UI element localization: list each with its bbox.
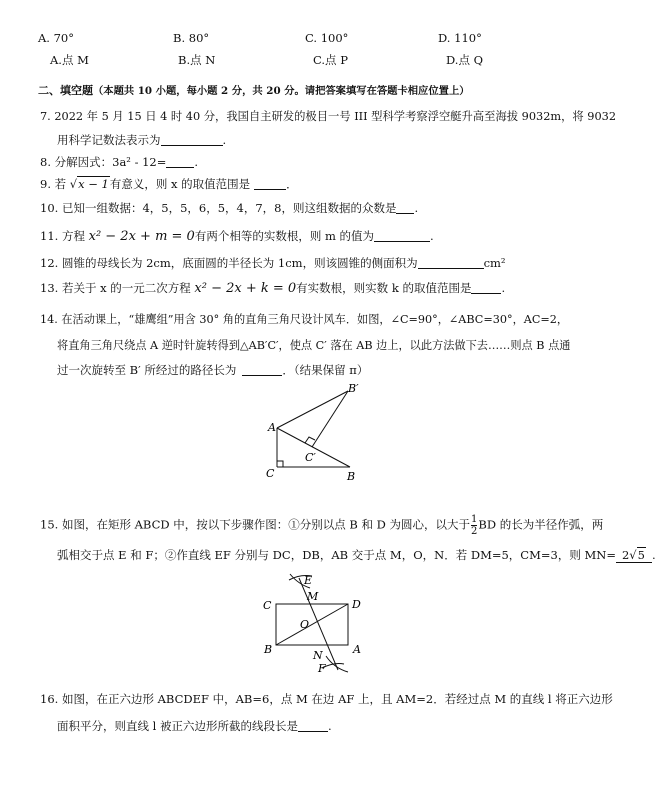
- q11: 11. 方程 x² − 2x + m = 0有两个相等的实数根，则 m 的值为 .: [40, 229, 434, 244]
- q15-line2-a: 弧相交于点 E 和 F；②作直线 EF 分别与 DC，DB，AB 交于点 M，O，N．若 DM=5，CM=3，则 MN=: [57, 548, 616, 562]
- q9-prefix: 9. 若: [40, 177, 67, 191]
- q15-answer[interactable]: 2√5: [616, 548, 652, 563]
- q15-line1-a: 15. 如图，在矩形 ABCD 中，按以下步骤作图：①分别以点 B 和 D 为圆心，以大于: [40, 517, 471, 532]
- label-A2: A: [353, 643, 361, 656]
- prev-option-a1: A. 70°: [38, 31, 74, 45]
- q11-prefix: 11. 方程: [40, 229, 85, 243]
- label-O: O: [300, 618, 310, 631]
- q11-suffix: 有两个相等的实数根，则 m 的值为: [194, 229, 375, 243]
- q7-prompt: 用科学记数法表示为: [57, 133, 161, 147]
- q9-suffix: 有意义，则 x 的取值范围是: [109, 177, 251, 191]
- q7-line2: 用科学记数法表示为 .: [57, 133, 227, 147]
- q15-frac-den: 2: [471, 526, 478, 537]
- q13-suffix: 有实数根，则实数 k 的取值范围是: [296, 281, 472, 295]
- q9: 9. 若 √x − 1有意义，则 x 的取值范围是 ．: [40, 177, 298, 191]
- q14-line2: 将直角三角尺绕点 A 逆时针旋转得到△AB′C′，使点 C′ 落在 AB 边上，以此方法做下去……则点 B 点通: [57, 339, 571, 352]
- q16-answer-blank[interactable]: [298, 719, 328, 732]
- prev-option-d2: D.点 Q: [446, 53, 484, 67]
- label-A: A: [268, 421, 276, 434]
- q13-formula: x² − 2x + k = 0: [194, 281, 297, 296]
- q8-prompt: 8. 分解因式：3a² - 12=: [40, 155, 167, 169]
- q10: 10. 已知一组数据：4，5，5，6，5，4，7，8，则这组数据的众数是 .: [40, 201, 419, 215]
- section-note: （本题共 10 小题，每小题 2 分，共 20 分。请把答案填写在答题卡相应位置上）: [93, 85, 470, 97]
- q13: 13. 若关于 x 的一元二次方程 x² − 2x + k = 0有实数根，则实数 k 的取值范围是 .: [40, 281, 506, 296]
- q15-line1-b: BD 的长为半径作弧，两: [478, 517, 604, 532]
- label-E: E: [304, 574, 313, 587]
- q14-prompt: 过一次旋转至 B′ 所经过的路径长为: [57, 363, 237, 377]
- label-D: D: [352, 598, 361, 611]
- q14-tail: ．（结果保留 π）: [282, 363, 369, 377]
- label-C2: C: [263, 599, 272, 612]
- label-N: N: [313, 649, 323, 662]
- q12-prompt: 12. 圆锥的母线长为 2cm，底面圆的半径长为 1cm，则该圆锥的侧面积为: [40, 256, 418, 270]
- q16-prompt: 面积平分，则直线 l 被正六边形所截的线段长是: [57, 719, 298, 733]
- prev-option-c2: C.点 P: [313, 53, 348, 67]
- q16-line2: 面积平分，则直线 l 被正六边形所截的线段长是 .: [57, 719, 332, 733]
- q13-prefix: 13. 若关于 x 的一元二次方程: [40, 281, 191, 295]
- prev-option-b2: B.点 N: [178, 53, 216, 67]
- q10-prompt: 10. 已知一组数据：4，5，5，6，5，4，7，8，则这组数据的众数是: [40, 201, 397, 215]
- q14-line1: 14. 在活动课上，“雄鹰组”用含 30° 角的直角三角尺设计风车．如图，∠C=90°，∠ABC=30°，AC=2，: [40, 313, 569, 326]
- q9-radicand: x − 1: [78, 177, 109, 191]
- diagonal-BD: [276, 604, 348, 645]
- label-M: M: [307, 590, 319, 603]
- label-C-prime: C′: [305, 451, 316, 464]
- label-B2: B: [264, 643, 273, 656]
- label-B: B: [347, 470, 356, 483]
- prev-option-b1: B. 80°: [173, 31, 210, 45]
- section-title: 二、填空题: [38, 84, 93, 97]
- prev-option-d1: D. 110°: [438, 31, 482, 45]
- label-C: C: [266, 467, 275, 480]
- label-F: F: [318, 662, 326, 675]
- q15-answer-coef: 2: [621, 548, 630, 562]
- q16-line1: 16. 如图，在正六边形 ABCDEF 中，AB=6，点 M 在边 AF 上，且 AM=2．若经过点 M 的直线 l 将正六边形: [40, 692, 613, 706]
- prev-option-a2: A.点 M: [50, 53, 89, 67]
- q15-line2: 弧相交于点 E 和 F；②作直线 EF 分别与 DC，DB，AB 交于点 M，O，N．若 DM=5，CM=3，则 MN= 2√5 .: [57, 548, 656, 562]
- q8: 8. 分解因式：3a² - 12= .: [40, 155, 199, 169]
- q7-line1: 7. 2022 年 5 月 15 日 4 时 40 分，我国自主研发的极目一号 III 型科学考察浮空艇升高至海拔 9032m，将 9032: [40, 110, 617, 123]
- label-B-prime: B′: [348, 382, 359, 395]
- q11-formula: x² − 2x + m = 0: [88, 229, 195, 244]
- q15-frac-num: 1: [471, 514, 478, 525]
- prev-option-c1: C. 100°: [305, 31, 349, 45]
- q15-answer-radicand: 5: [637, 548, 645, 562]
- q12-unit: cm²: [483, 256, 506, 270]
